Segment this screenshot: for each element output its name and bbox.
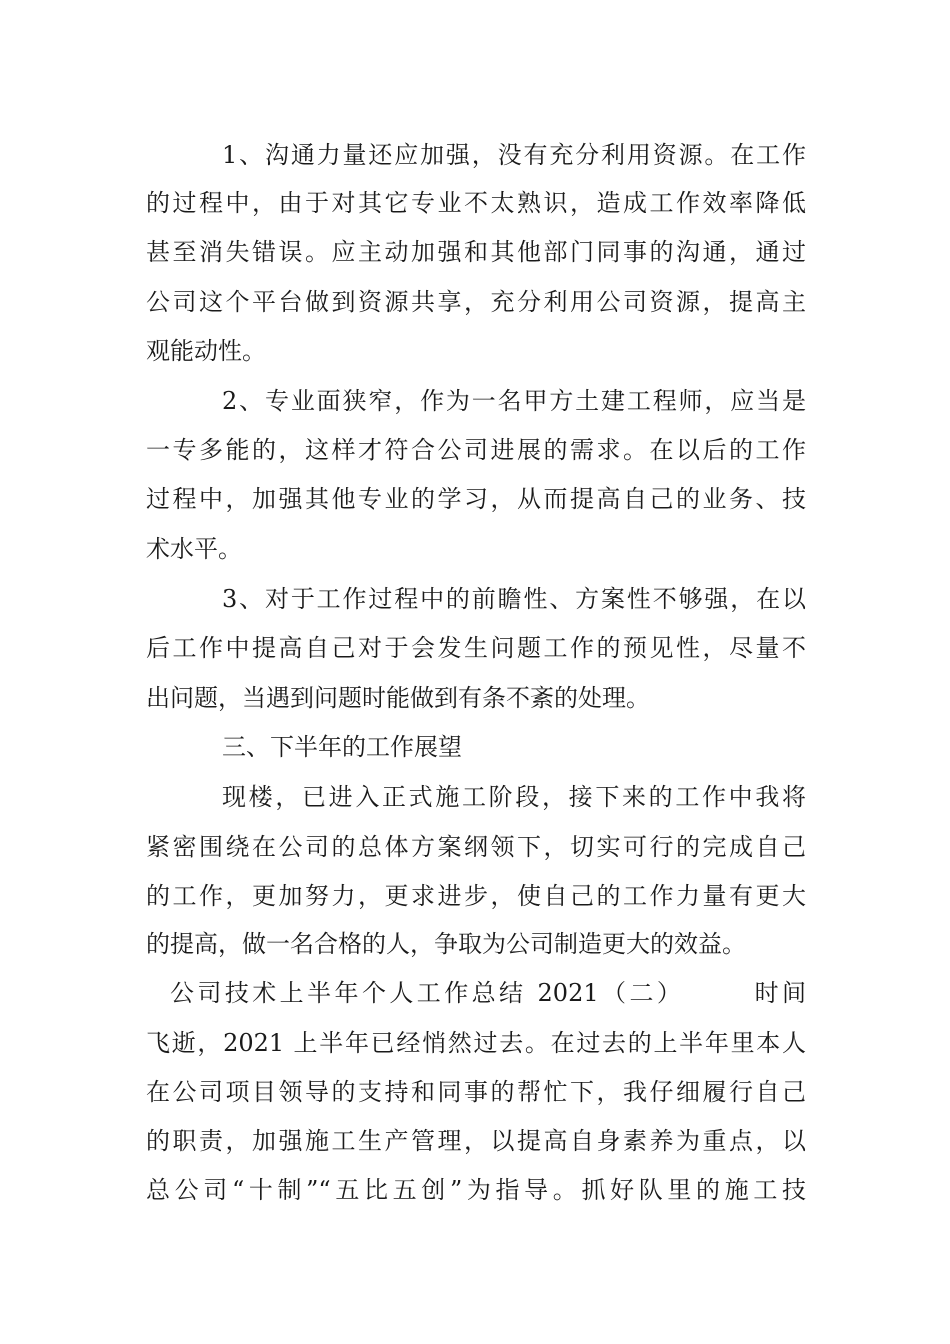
paragraph-5-line-1: 公司技术上半年个人工作总结 2021（二） 时间 bbox=[170, 979, 806, 1007]
paragraph-1-line-2: 的过程中，由于对其它专业不太熟识，造成工作效率降低 bbox=[146, 189, 806, 217]
paragraph-1-line-3: 甚至消失错误。应主动加强和其他部门同事的沟通，通过 bbox=[146, 238, 806, 266]
paragraph-1-line-5: 观能动性。 bbox=[146, 337, 266, 365]
paragraph-3-line-2: 后工作中提高自己对于会发生问题工作的预见性，尽量不 bbox=[146, 634, 806, 662]
paragraph-4-line-1: 现楼，已进入正式施工阶段，接下来的工作中我将 bbox=[222, 783, 806, 811]
paragraph-4-line-4: 的提高，做一名合格的人，争取为公司制造更大的效益。 bbox=[146, 930, 746, 958]
paragraph-5-line-5: 总公司“十制”“五比五创”为指导。抓好队里的施工技 bbox=[146, 1176, 806, 1204]
paragraph-2-line-2: 一专多能的，这样才符合公司进展的需求。在以后的工作 bbox=[146, 436, 806, 464]
paragraph-4-line-2: 紧密围绕在公司的总体方案纲领下，切实可行的完成自己 bbox=[146, 833, 806, 861]
paragraph-5-line-2: 飞逝，2021 上半年已经悄然过去。在过去的上半年里本人 bbox=[146, 1029, 806, 1057]
section-heading: 三、下半年的工作展望 bbox=[222, 733, 462, 761]
paragraph-3-line-3: 出问题，当遇到问题时能做到有条不紊的处理。 bbox=[146, 684, 650, 712]
paragraph-2-line-4: 术水平。 bbox=[146, 535, 242, 563]
paragraph-1-line-1: 1、沟通力量还应加强，没有充分利用资源。在工作 bbox=[222, 141, 806, 169]
paragraph-5-line-3: 在公司项目领导的支持和同事的帮忙下，我仔细履行自己 bbox=[146, 1078, 806, 1106]
paragraph-4-line-3: 的工作，更加努力，更求进步，使自己的工作力量有更大 bbox=[146, 882, 806, 910]
paragraph-5-line-4: 的职责，加强施工生产管理，以提高自身素养为重点，以 bbox=[146, 1127, 806, 1155]
paragraph-1-line-4: 公司这个平台做到资源共享，充分利用公司资源，提高主 bbox=[146, 288, 806, 316]
paragraph-2-line-3: 过程中，加强其他专业的学习，从而提高自己的业务、技 bbox=[146, 485, 806, 513]
paragraph-3-line-1: 3、对于工作过程中的前瞻性、方案性不够强，在以 bbox=[222, 585, 806, 613]
paragraph-2-line-1: 2、专业面狭窄，作为一名甲方土建工程师，应当是 bbox=[222, 387, 806, 415]
